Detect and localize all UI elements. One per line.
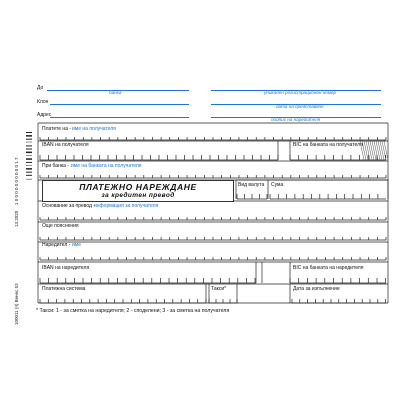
- iban-payee-field[interactable]: [40, 150, 278, 160]
- payee-hint: име на получателя: [72, 126, 116, 132]
- reason-label: Основание за превод -: [42, 203, 96, 209]
- more-info-label: Още пояснения: [42, 223, 79, 229]
- bic-payer-label: BIC на банката на наредителя: [293, 265, 364, 271]
- date-hint: дата на представяне: [276, 104, 324, 109]
- bic-payer-field[interactable]: [290, 272, 386, 283]
- exec-date-label: Дата за изпълнение: [293, 286, 340, 292]
- payer-name-field[interactable]: [40, 249, 386, 259]
- reg-hint: уникален регистрационен номер: [264, 90, 337, 95]
- bic-payee-label: BIC на банката на получателя: [293, 142, 363, 148]
- iban-payee-label: IBAN на получателя: [42, 142, 89, 148]
- reason-hint: информация за получателя: [94, 203, 159, 209]
- document-title: ПЛАТЕЖНО НАРЕЖДАНЕ: [79, 182, 197, 192]
- klon-label: Клон: [37, 99, 49, 105]
- bic-payee-field[interactable]: [290, 150, 386, 160]
- currency-label: Вид валута: [238, 182, 265, 188]
- adres-label: Адрес: [37, 112, 52, 118]
- iban-payer-label: IBAN на наредителя: [42, 265, 90, 271]
- payee-bank-hint: име на банката на получателя: [71, 163, 142, 169]
- document-subtitle: за кредитен превод: [101, 191, 175, 199]
- payee-label: Платете на -: [42, 126, 72, 132]
- payee-bank-field[interactable]: [40, 170, 386, 178]
- amount-label: Сума: [271, 182, 284, 188]
- document-title-box: [42, 180, 234, 202]
- reason-field[interactable]: [40, 210, 386, 220]
- side-code-bottom: 100011 (II) Венес 53: [14, 283, 19, 325]
- payer-hint: име: [72, 242, 82, 248]
- amount-field[interactable]: [270, 189, 386, 199]
- currency-field[interactable]: [237, 189, 267, 199]
- iban-payer-field[interactable]: [40, 272, 256, 283]
- payer-label: Наредител -: [42, 242, 71, 248]
- bank-hint: банка: [109, 90, 122, 95]
- fees-field[interactable]: [209, 293, 237, 303]
- payee-name-field[interactable]: [40, 133, 386, 141]
- payment-system-field[interactable]: [40, 293, 206, 303]
- exec-date-field[interactable]: [292, 293, 386, 303]
- payee-bank-label: При банка -: [42, 163, 69, 169]
- side-code-top: 1 0 0 0 0 0 0 0 0 0 0 1 7: [14, 157, 19, 205]
- sign-hint: подпис на наредителя: [271, 117, 321, 122]
- more-info-field[interactable]: [40, 230, 386, 240]
- payment-system-label: Платежна система: [42, 286, 86, 292]
- fees-footnote: * Такси: 1 - за сметка на наредителя; 2 - споделени; 3 - за сметка на получателя: [36, 308, 230, 314]
- side-code-middle: 13.2020: [14, 210, 19, 227]
- do-label: До: [37, 85, 44, 91]
- fees-label: Такси*: [211, 286, 227, 292]
